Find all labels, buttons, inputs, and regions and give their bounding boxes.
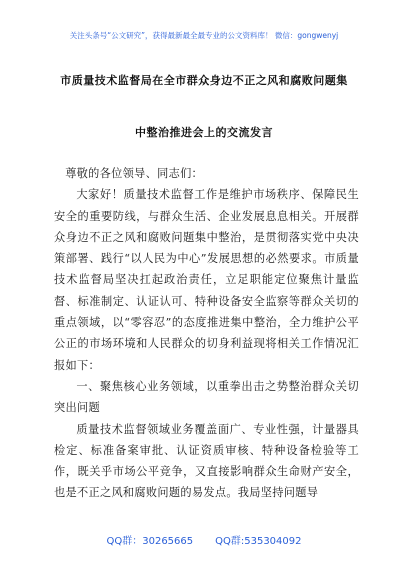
promo-header: 关注头条号“公文研究”，获得最新最全最专业的公文资料库！ 微信：gongwenyj	[69, 31, 339, 40]
salutation: 尊敬的各位领导、同志们：	[65, 167, 204, 180]
qq-group-1: QQ群：30265665	[106, 536, 194, 547]
document-body	[54, 163, 359, 504]
section-heading: 一、聚焦核心业务领域，以重拳出击之势整治群众关切突出问题	[54, 379, 359, 415]
qq-group-2: QQ群:535304092	[215, 536, 302, 547]
paragraph: 质量技术监督领域业务覆盖面广、专业性强，计量器具检定、标准备案审批、认证资质审核、特种设备检验等工作，既关乎市场公平竞争，又直接影响群众生命财产安全，也是不正之风和腐败问题的易发点。我局坚持问题导	[54, 422, 359, 500]
paragraph: 大家好！质量技术监督工作是维护市场秩序、保障民生安全的重要防线，与群众生活、企业发展息息相关。开展群众身边不正之风和腐败问题集中整治，是贯彻落实党中央决策部署、践行“以人民为中心”发展思想的必然要求。市质量技术监督局坚决扛起政治责任，立足职能定位聚焦计量监督、标准制定、认证认可、特种设备安全监察等群众关切的重点领域，以“零容忍”的态度推进集中整治，全力维护公平公正的市场环境和人民群众的切身利益现将相关工作情况汇报如下：	[54, 188, 359, 372]
footer	[0, 532, 408, 547]
document-title-line-2: 中整治推进会上的交流发言	[135, 126, 273, 139]
document-title-line-1: 市质量技术监督局在全市群众身边不正之风和腐败问题集	[60, 74, 348, 87]
